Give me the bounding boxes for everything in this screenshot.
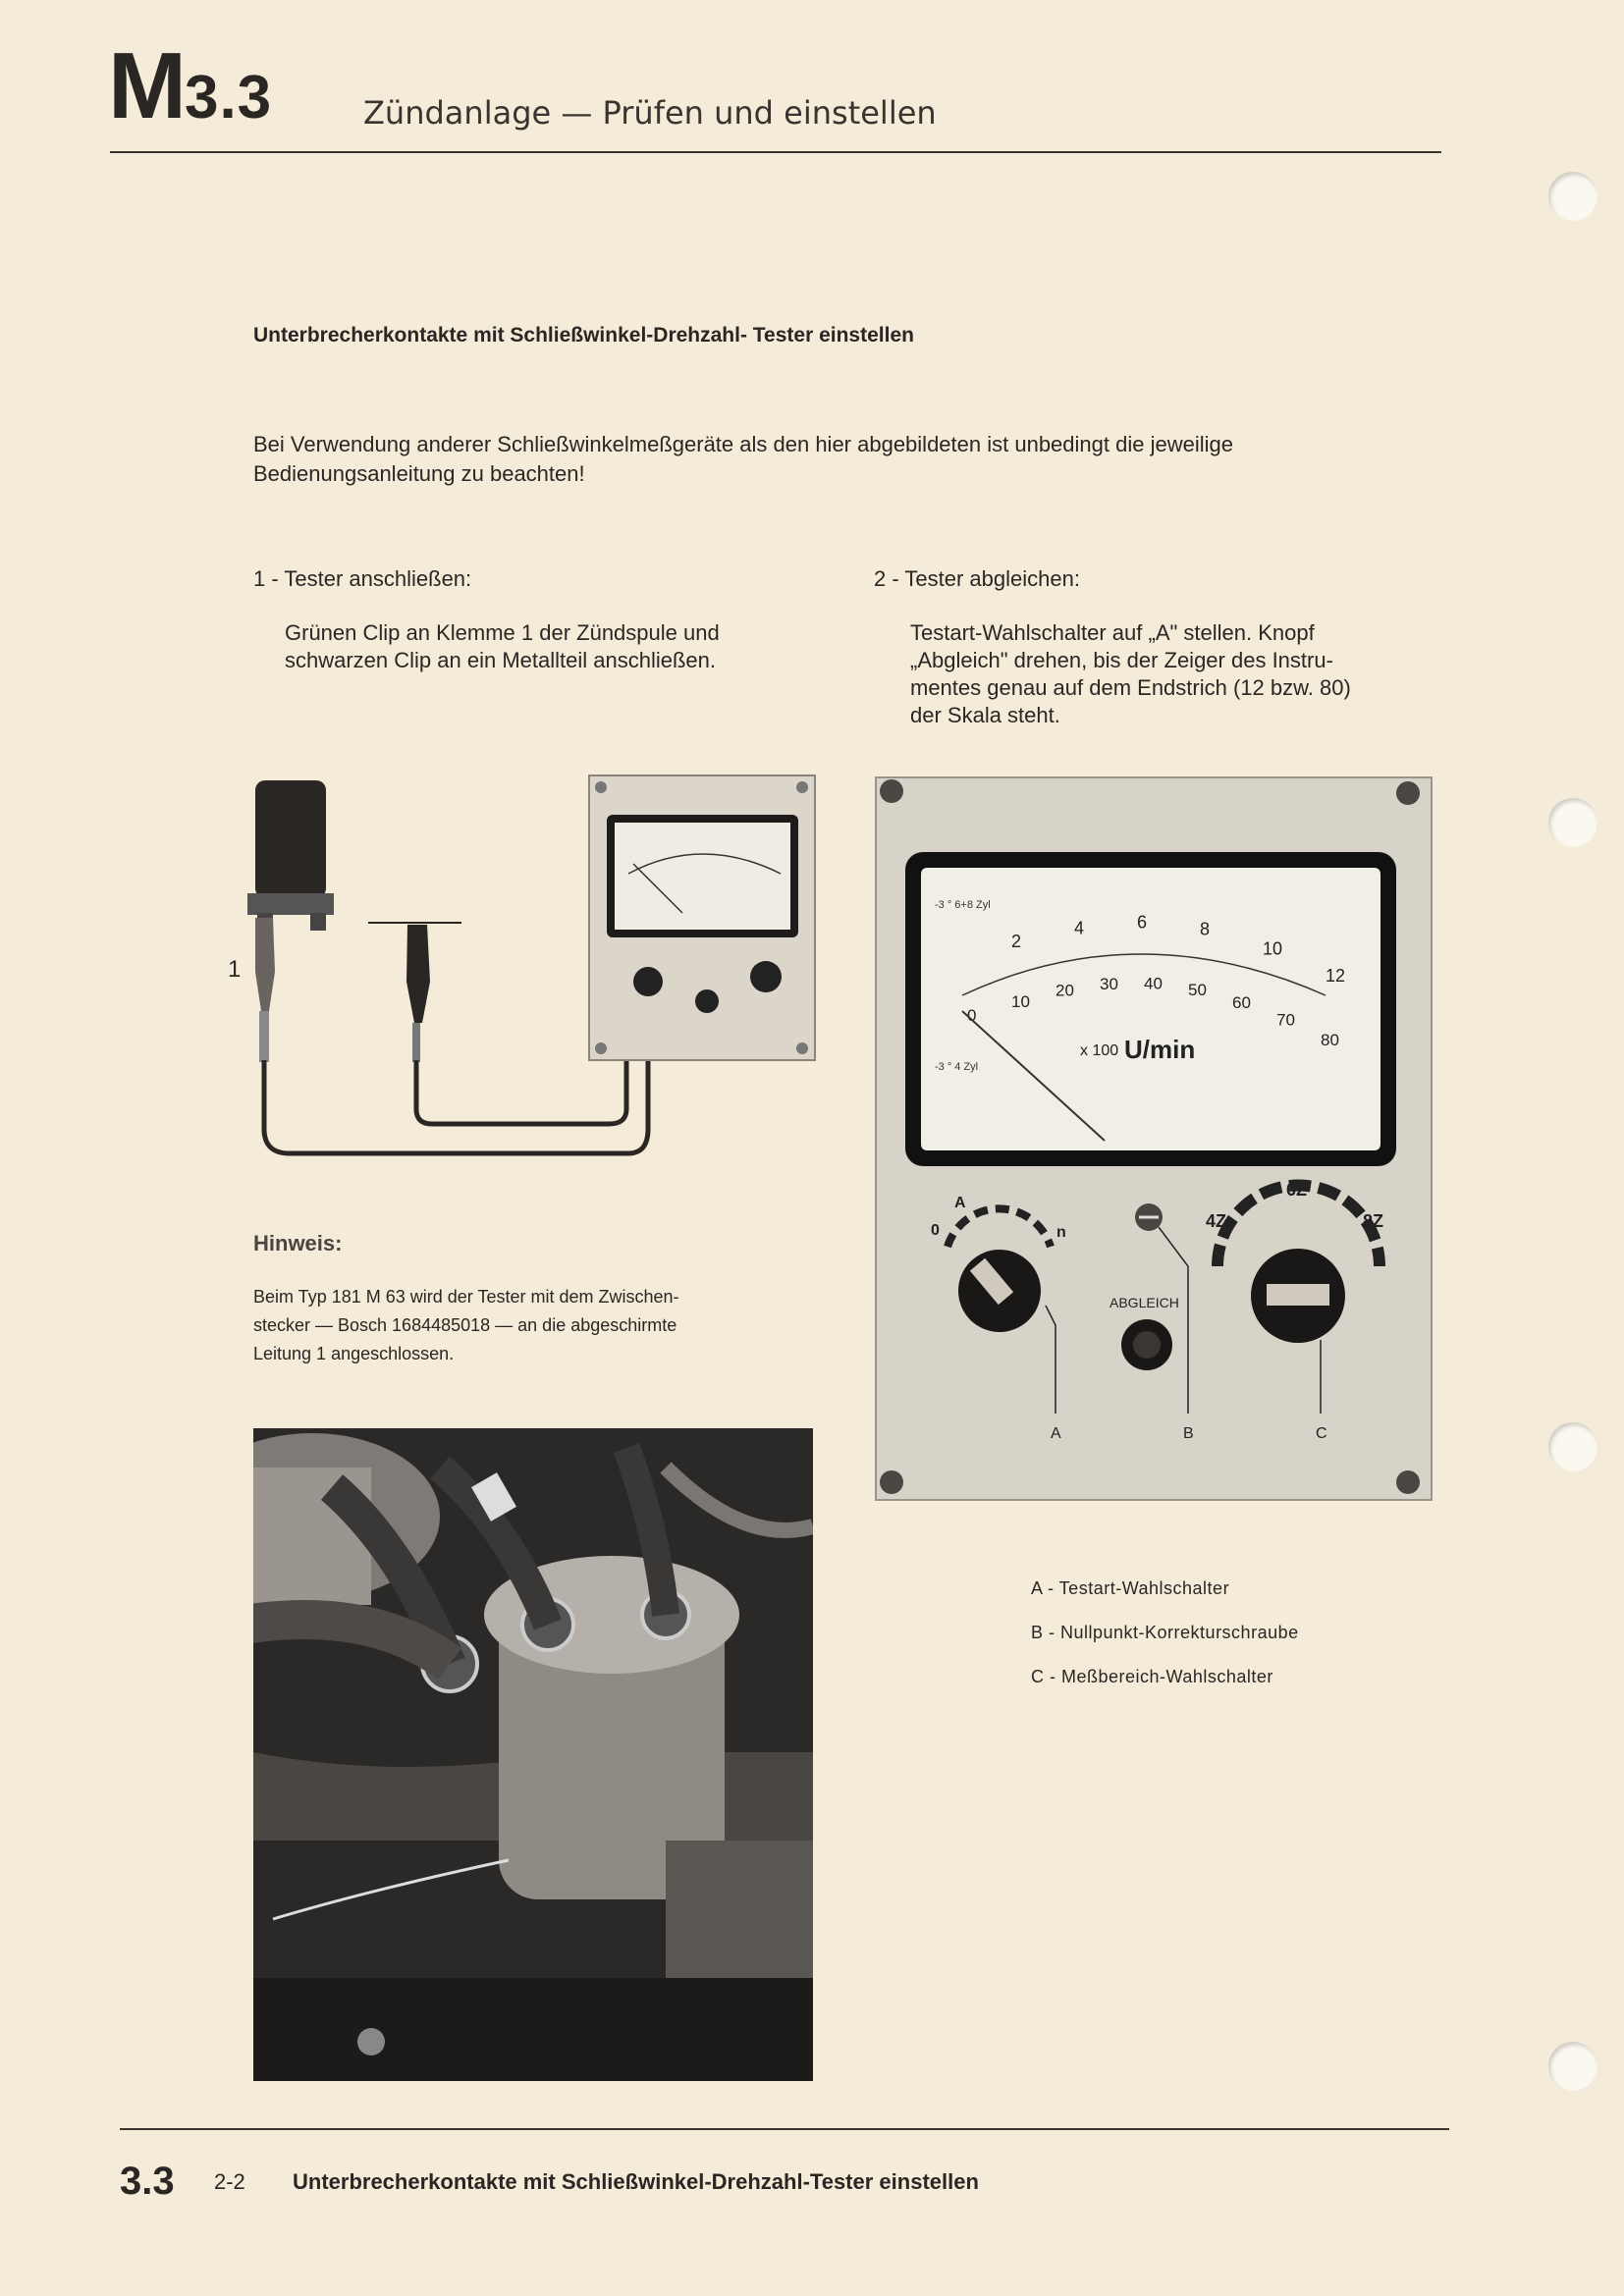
rpm-tick-label: 40 (1144, 974, 1163, 993)
coil-base (247, 893, 334, 915)
dwell-tick-label: 10 (1263, 938, 1283, 959)
callout-c: C (1316, 1425, 1327, 1442)
legend-item-b: B - Nullpunkt-Korrekturschraube (1031, 1623, 1299, 1642)
panel-screw (880, 1470, 903, 1494)
dwell-tick-label: 12 (1326, 966, 1346, 986)
hinweis-text (253, 1283, 803, 1368)
rpm-tick-label: 30 (1100, 974, 1118, 993)
connection-diagram (216, 766, 825, 1158)
unit-label: U/min (1124, 1035, 1196, 1064)
dwell-tick-label: 8 (1200, 919, 1211, 939)
abgleich-label: ABGLEICH (1110, 1295, 1179, 1310)
engine-photo (253, 1428, 813, 2081)
hinweis-line: Leitung 1 angeschlossen. (253, 1344, 455, 1363)
section-letter: M (108, 33, 185, 138)
callout-b: B (1183, 1425, 1194, 1442)
punch-hole (1548, 798, 1597, 847)
punch-hole (1548, 172, 1597, 221)
range-mark: 8Z (1363, 1211, 1384, 1231)
unit-multiplier: x 100 (1080, 1042, 1119, 1059)
tester-small-knob-c (750, 961, 782, 992)
step-2-line: „Abgleich" drehen, bis der Zeiger des Instru- (910, 648, 1333, 672)
tester-panel (874, 775, 1434, 1502)
callout-a: A (1051, 1425, 1061, 1442)
panel-screw (1396, 1470, 1420, 1494)
tester-small-knob-b (695, 989, 719, 1013)
step-2-text (910, 619, 1440, 729)
rpm-tick-label: 0 (967, 1006, 977, 1025)
legend-item-a: A - Testart-Wahlschalter (1031, 1578, 1230, 1598)
step-1-line: Grünen Clip an Klemme 1 der Zündspule und (285, 620, 720, 645)
range-mark: 6Z (1286, 1180, 1308, 1200)
footer-page-number: 2-2 (214, 2169, 245, 2194)
step-1-heading: 1 - Tester anschließen: (253, 566, 472, 591)
dwell-upper-label: -3 ° 6+8 Zyl (935, 899, 991, 911)
section-number: 3.3 (184, 64, 273, 132)
step-1-text (285, 619, 835, 674)
step-2-heading: 2 - Tester abgleichen: (874, 566, 1080, 591)
rpm-tick-label: 70 (1276, 1010, 1295, 1030)
tester-small-dial (615, 823, 790, 930)
dwell-tick-label: 2 (1011, 932, 1022, 951)
rpm-tick-label: 80 (1321, 1031, 1339, 1049)
step-1-line: schwarzen Clip an ein Metallteil anschließen. (285, 648, 716, 672)
footer-rule (120, 2128, 1449, 2130)
tester-small-knob-a (633, 967, 663, 996)
hinweis-line: stecker — Bosch 1684485018 — an die abgeschirmte (253, 1315, 677, 1335)
step-2-line: Testart-Wahlschalter auf „A" stellen. Knopf (910, 620, 1315, 645)
black-clip (406, 925, 430, 1023)
footer-section-number: 3.3 (120, 2160, 175, 2203)
punch-hole (1548, 1422, 1597, 1471)
panel-screw (1396, 781, 1420, 805)
header-rule (110, 151, 1441, 153)
rpm-tick-label: 20 (1056, 981, 1074, 1000)
step-2-line: der Skala steht. (910, 703, 1060, 727)
hinweis-title: Hinweis: (253, 1231, 343, 1255)
black-cable (416, 1060, 626, 1124)
rpm-tick-label: 50 (1188, 981, 1207, 1000)
ignition-coil (255, 780, 326, 898)
selector-a-mark: n (1056, 1224, 1066, 1241)
step-2-line: mentes genau auf dem Endstrich (12 bzw. 80) (910, 675, 1351, 700)
hinweis-line: Beim Typ 181 M 63 wird der Tester mit dem Zwischen- (253, 1287, 679, 1307)
green-clip (255, 918, 275, 1011)
selector-a-mark: 0 (931, 1222, 940, 1239)
terminal-1-label: 1 (228, 956, 242, 983)
section-badge (108, 33, 273, 138)
page-title: Zündanlage — Prüfen und einstellen (363, 94, 937, 132)
intro-text: Bei Verwendung anderer Schließwinkelmeßgeräte als den hier abgebildeten ist unbedingt die jeweilige Bedienungsanleitung zu beachten! (253, 432, 1233, 486)
punch-hole (1548, 2042, 1597, 2091)
legend-item-c: C - Meßbereich-Wahlschalter (1031, 1667, 1273, 1686)
section-heading: Unterbrecherkontakte mit Schließwinkel-Drehzahl- Tester einstellen (253, 324, 914, 347)
dwell-tick-label: 6 (1137, 912, 1148, 933)
rpm-tick-label: 60 (1232, 992, 1251, 1012)
footer-title: Unterbrecherkontakte mit Schließwinkel-Drehzahl-Tester einstellen (293, 2169, 979, 2194)
dwell-lower-label: -3 ° 4 Zyl (935, 1061, 979, 1073)
green-cable (264, 1060, 648, 1153)
range-mark: 4Z (1206, 1211, 1227, 1231)
rpm-tick-label: 10 (1011, 991, 1030, 1011)
selector-a-mark: A (954, 1195, 966, 1211)
panel-screw (880, 779, 903, 803)
dwell-tick-label: 4 (1074, 918, 1085, 938)
